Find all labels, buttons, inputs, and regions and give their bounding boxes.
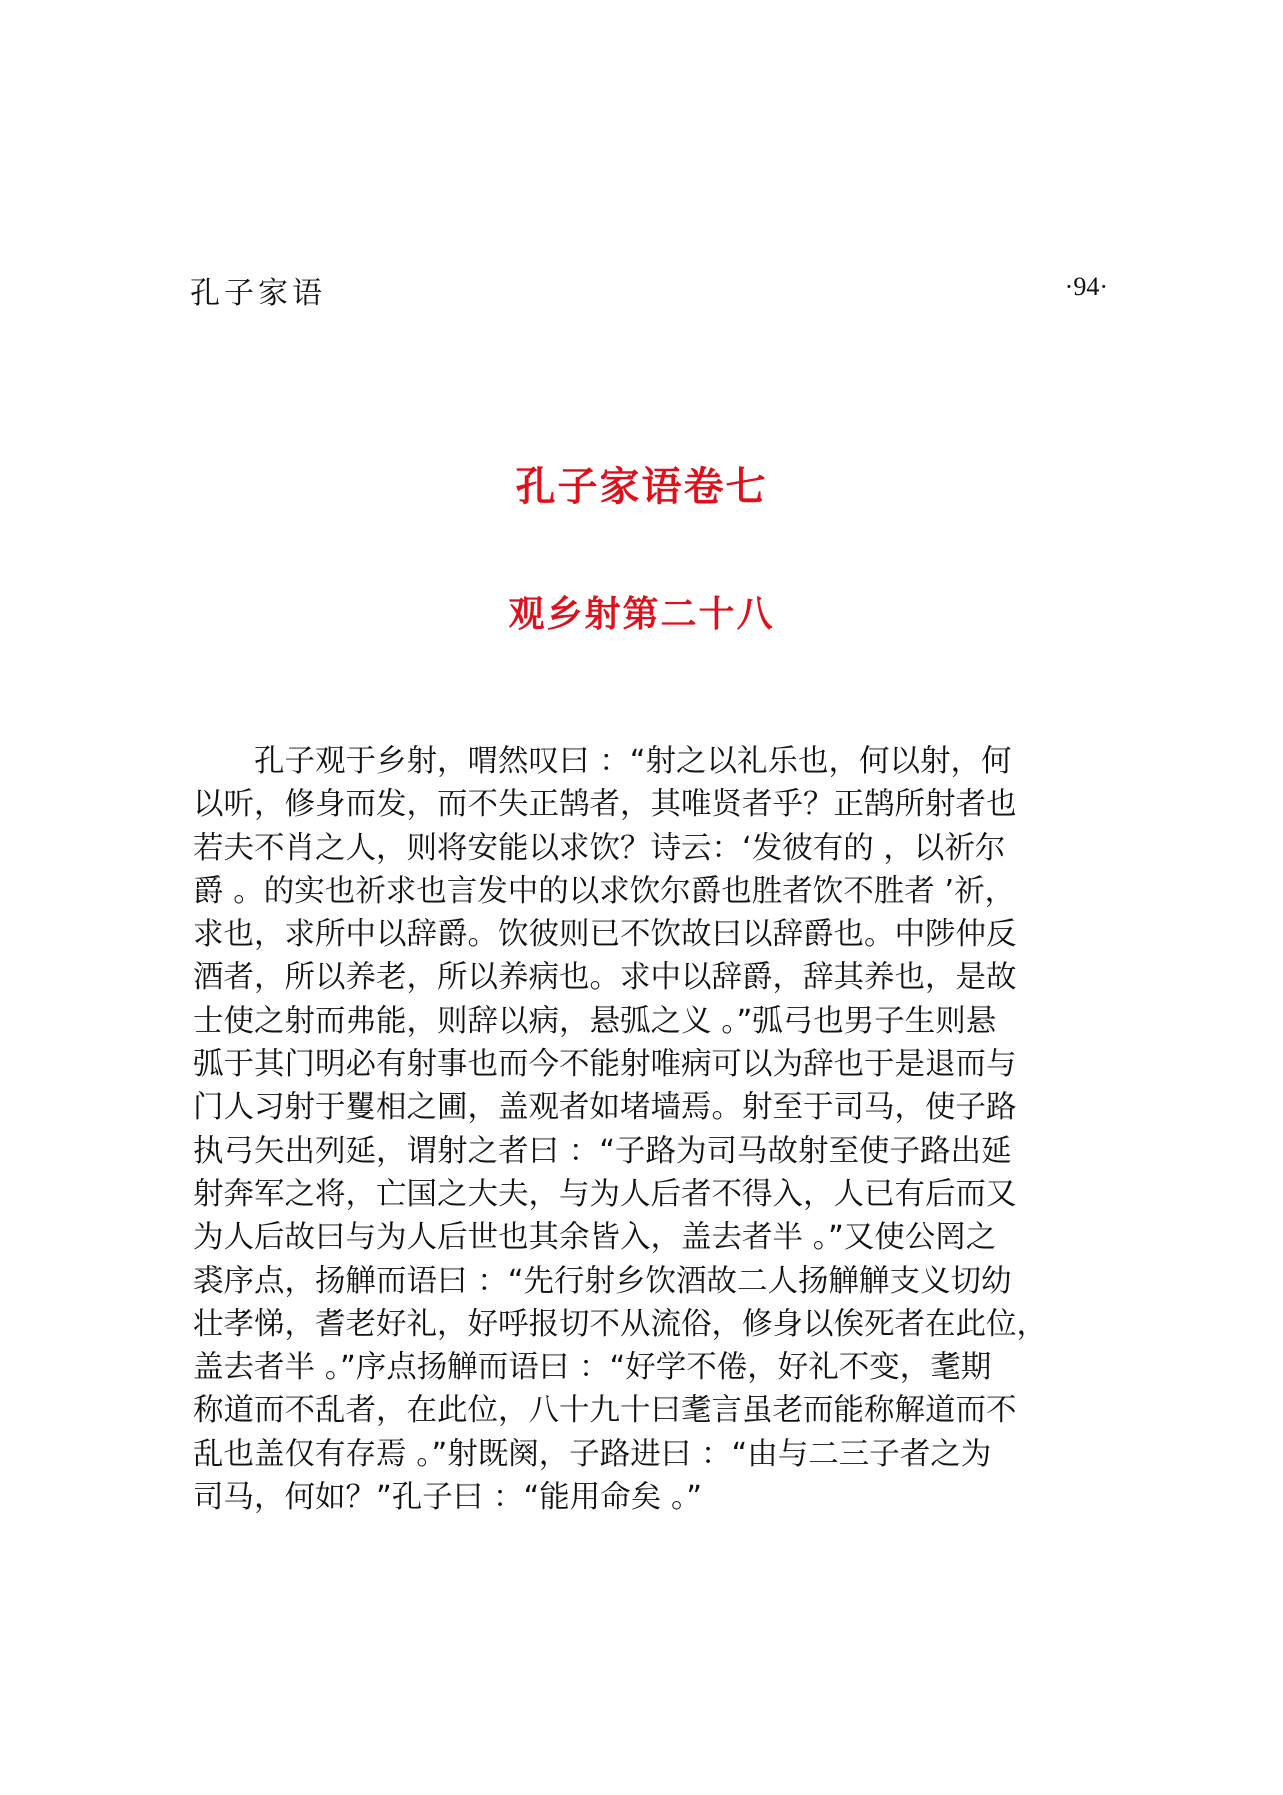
text-line: 求也，求所中以辞爵。饮彼则已不饮故曰以辞爵也。中陟仲反 [193,917,1017,953]
text-line: 门人习射于矍相之圃，盖观者如堵墙焉。射至于司马，使子路 [193,1090,1017,1126]
text-line: 裘序点，扬觯而语曰 ：“先行射乡饮酒故二人扬觯觯支义切幼 [193,1263,1012,1299]
body-text [193,740,1093,1519]
text-line: 爵 。的实也祈求也言发中的以求饮尔爵也胜者饮不胜者 ’祈， [193,873,1016,909]
text-line: 若夫不肖之人，则将安能以求饮？诗云：‘发彼有的 ，以祈尔 [193,830,1006,866]
text-line: 以听，修身而发，而不失正鹄者，其唯贤者乎？正鹄所射者也 [193,787,1017,823]
chapter-title: 观乡射第二十八 [508,594,775,635]
volume-title: 孔子家语卷七 [515,464,768,510]
page-number: ·94· [1064,272,1108,301]
running-head-book-title: 孔子家语 [190,276,326,311]
text-line: 称道而不乱者，在此位，八十九十曰耄言虽老而能称解道而不 [193,1393,1017,1429]
text-line: 司马，何如？”孔子曰 ：“能用命矣 。” [193,1480,703,1516]
text-line: 盖去者半 。”序点扬觯而语曰 ：“好学不倦，好礼不变，耄期 [193,1350,992,1386]
text-line: 为人后故曰与为人后世也其余皆入，盖去者半 。”又使公罔之 [193,1220,997,1256]
text-line: 执弓矢出列延，谓射之者曰 ：“子路为司马故射至使子路出延 [193,1133,1012,1169]
text-line: 弧于其门明必有射事也而今不能射唯病可以为辞也于是退而与 [193,1047,1017,1083]
text-line: 酒者，所以养老，所以养病也。求中以辞爵，辞其养也，是故 [193,960,1017,996]
text-line: 乱也盖仅有存焉 。”射既阕，子路进曰 ：“由与二三子者之为 [193,1436,992,1472]
text-line: 壮孝悌，耆老好礼，好呼报切不从流俗，修身以俟死者在此位， [193,1306,1047,1342]
text-line: 士使之射而弗能，则辞以病，悬弧之义 。”弧弓也男子生则悬 [193,1003,997,1039]
text-line: 孔子观于乡射，喟然叹曰 ：“射之以礼乐也，何以射，何 [193,744,1012,779]
text-line: 射奔军之将，亡国之大夫，与为人后者不得入，人已有后而又 [193,1176,1017,1212]
